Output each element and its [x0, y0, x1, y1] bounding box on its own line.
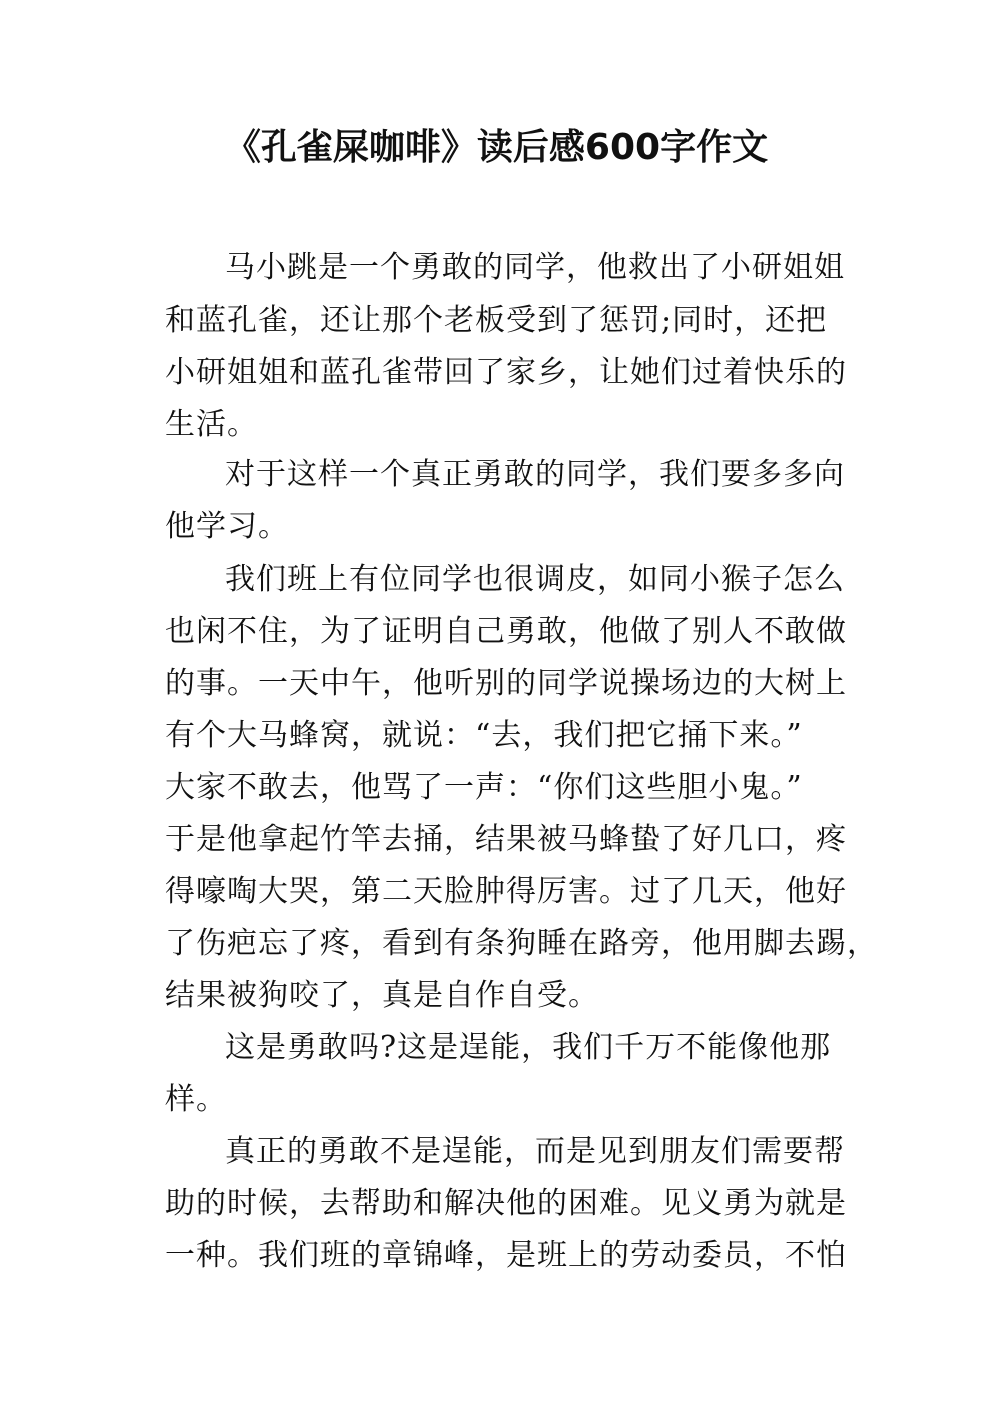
paragraph-line: 结果被狗咬了，真是自作自受。 [165, 978, 599, 1013]
paragraph-line: 得嚎啕大哭，第二天脸肿得厉害。过了几天，他好 [165, 874, 847, 909]
paragraph-line: 有个大马蜂窝，就说：“去，我们把它捅下来。” [165, 718, 803, 753]
paragraph-line: 马小跳是一个勇敢的同学，他救出了小研姐姐 [225, 250, 845, 285]
paragraph-line: 对于这样一个真正勇敢的同学，我们要多多向 [225, 457, 845, 492]
paragraph-line: 于是他拿起竹竿去捅，结果被马蜂蛰了好几口，疼 [165, 822, 847, 857]
paragraph-line: 他学习。 [165, 509, 289, 544]
paragraph-line: 真正的勇敢不是逞能，而是见到朋友们需要帮 [225, 1134, 845, 1169]
paragraph-line: 了伤疤忘了疼，看到有条狗睡在路旁，他用脚去踢， [165, 926, 878, 961]
paragraph-line: 一种。我们班的章锦峰，是班上的劳动委员，不怕 [165, 1238, 847, 1273]
paragraph-line: 也闲不住，为了证明自己勇敢，他做了别人不敢做 [165, 614, 847, 649]
paragraph-line: 和蓝孔雀，还让那个老板受到了惩罚;同时，还把 [165, 303, 828, 338]
document-title: 《孔雀屎咖啡》读后感600字作文 [224, 127, 769, 168]
paragraph-line: 大家不敢去，他骂了一声：“你们这些胆小鬼。” [165, 770, 803, 805]
paragraph-line: 我们班上有位同学也很调皮，如同小猴子怎么 [225, 562, 845, 597]
paragraph-line: 样。 [165, 1082, 227, 1117]
paragraph-line: 这是勇敢吗?这是逞能，我们千万不能像他那 [225, 1030, 832, 1065]
paragraph-line: 助的时候，去帮助和解决他的困难。见义勇为就是 [165, 1186, 847, 1221]
paragraph-line: 的事。一天中午，他听别的同学说操场边的大树上 [165, 666, 847, 701]
paragraph-line: 小研姐姐和蓝孔雀带回了家乡，让她们过着快乐的 [165, 355, 847, 390]
paragraph-line: 生活。 [165, 407, 258, 442]
